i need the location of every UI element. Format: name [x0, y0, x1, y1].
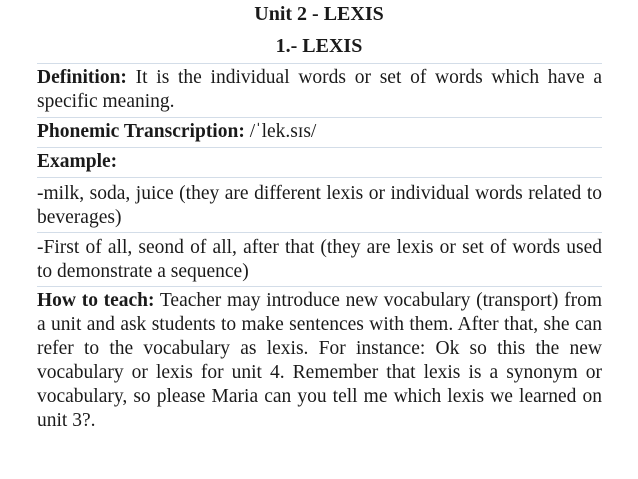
example-item-beverages: -milk, soda, juice (they are different lexis or individual words related to beverages)	[37, 183, 602, 228]
slide-title: Unit 2 - LEXIS	[254, 3, 384, 25]
slide-subtitle: 1.- LEXIS	[275, 35, 363, 57]
how-to-teach-text: Teacher may introduce new vocabulary (transport) from a unit and ask students to make sentences with them. After that, she can refer to the vocabulary as lexis. For instance: Ok so this the new vocabulary or lexis for unit 4. Remember that lexis is a synonym or vocabulary, so please Maria can you tell me which lexis we learned on unit 3?.	[37, 290, 602, 431]
divider-line	[37, 232, 602, 233]
how-to-teach-label: How to teach:	[37, 290, 155, 311]
how-to-teach-paragraph	[37, 289, 602, 433]
divider-line	[37, 117, 602, 118]
phonemic-paragraph	[37, 120, 602, 144]
divider-line	[37, 147, 602, 148]
divider-line	[37, 286, 602, 287]
example-heading	[37, 150, 602, 174]
definition-paragraph	[37, 66, 602, 114]
divider-line	[37, 63, 602, 64]
divider-line	[37, 177, 602, 178]
example-label: Example:	[37, 151, 118, 172]
phonemic-text: /ˈlek.sɪs/	[244, 121, 317, 142]
phonemic-label: Phonemic Transcription:	[37, 121, 245, 142]
definition-label: Definition:	[37, 67, 127, 88]
example-item-sequence: -First of all, seond of all, after that (they are lexis or set of words used to demonstrate a sequence)	[37, 237, 602, 282]
definition-text: It is the individual words or set of words which have a specific meaning.	[37, 67, 602, 112]
